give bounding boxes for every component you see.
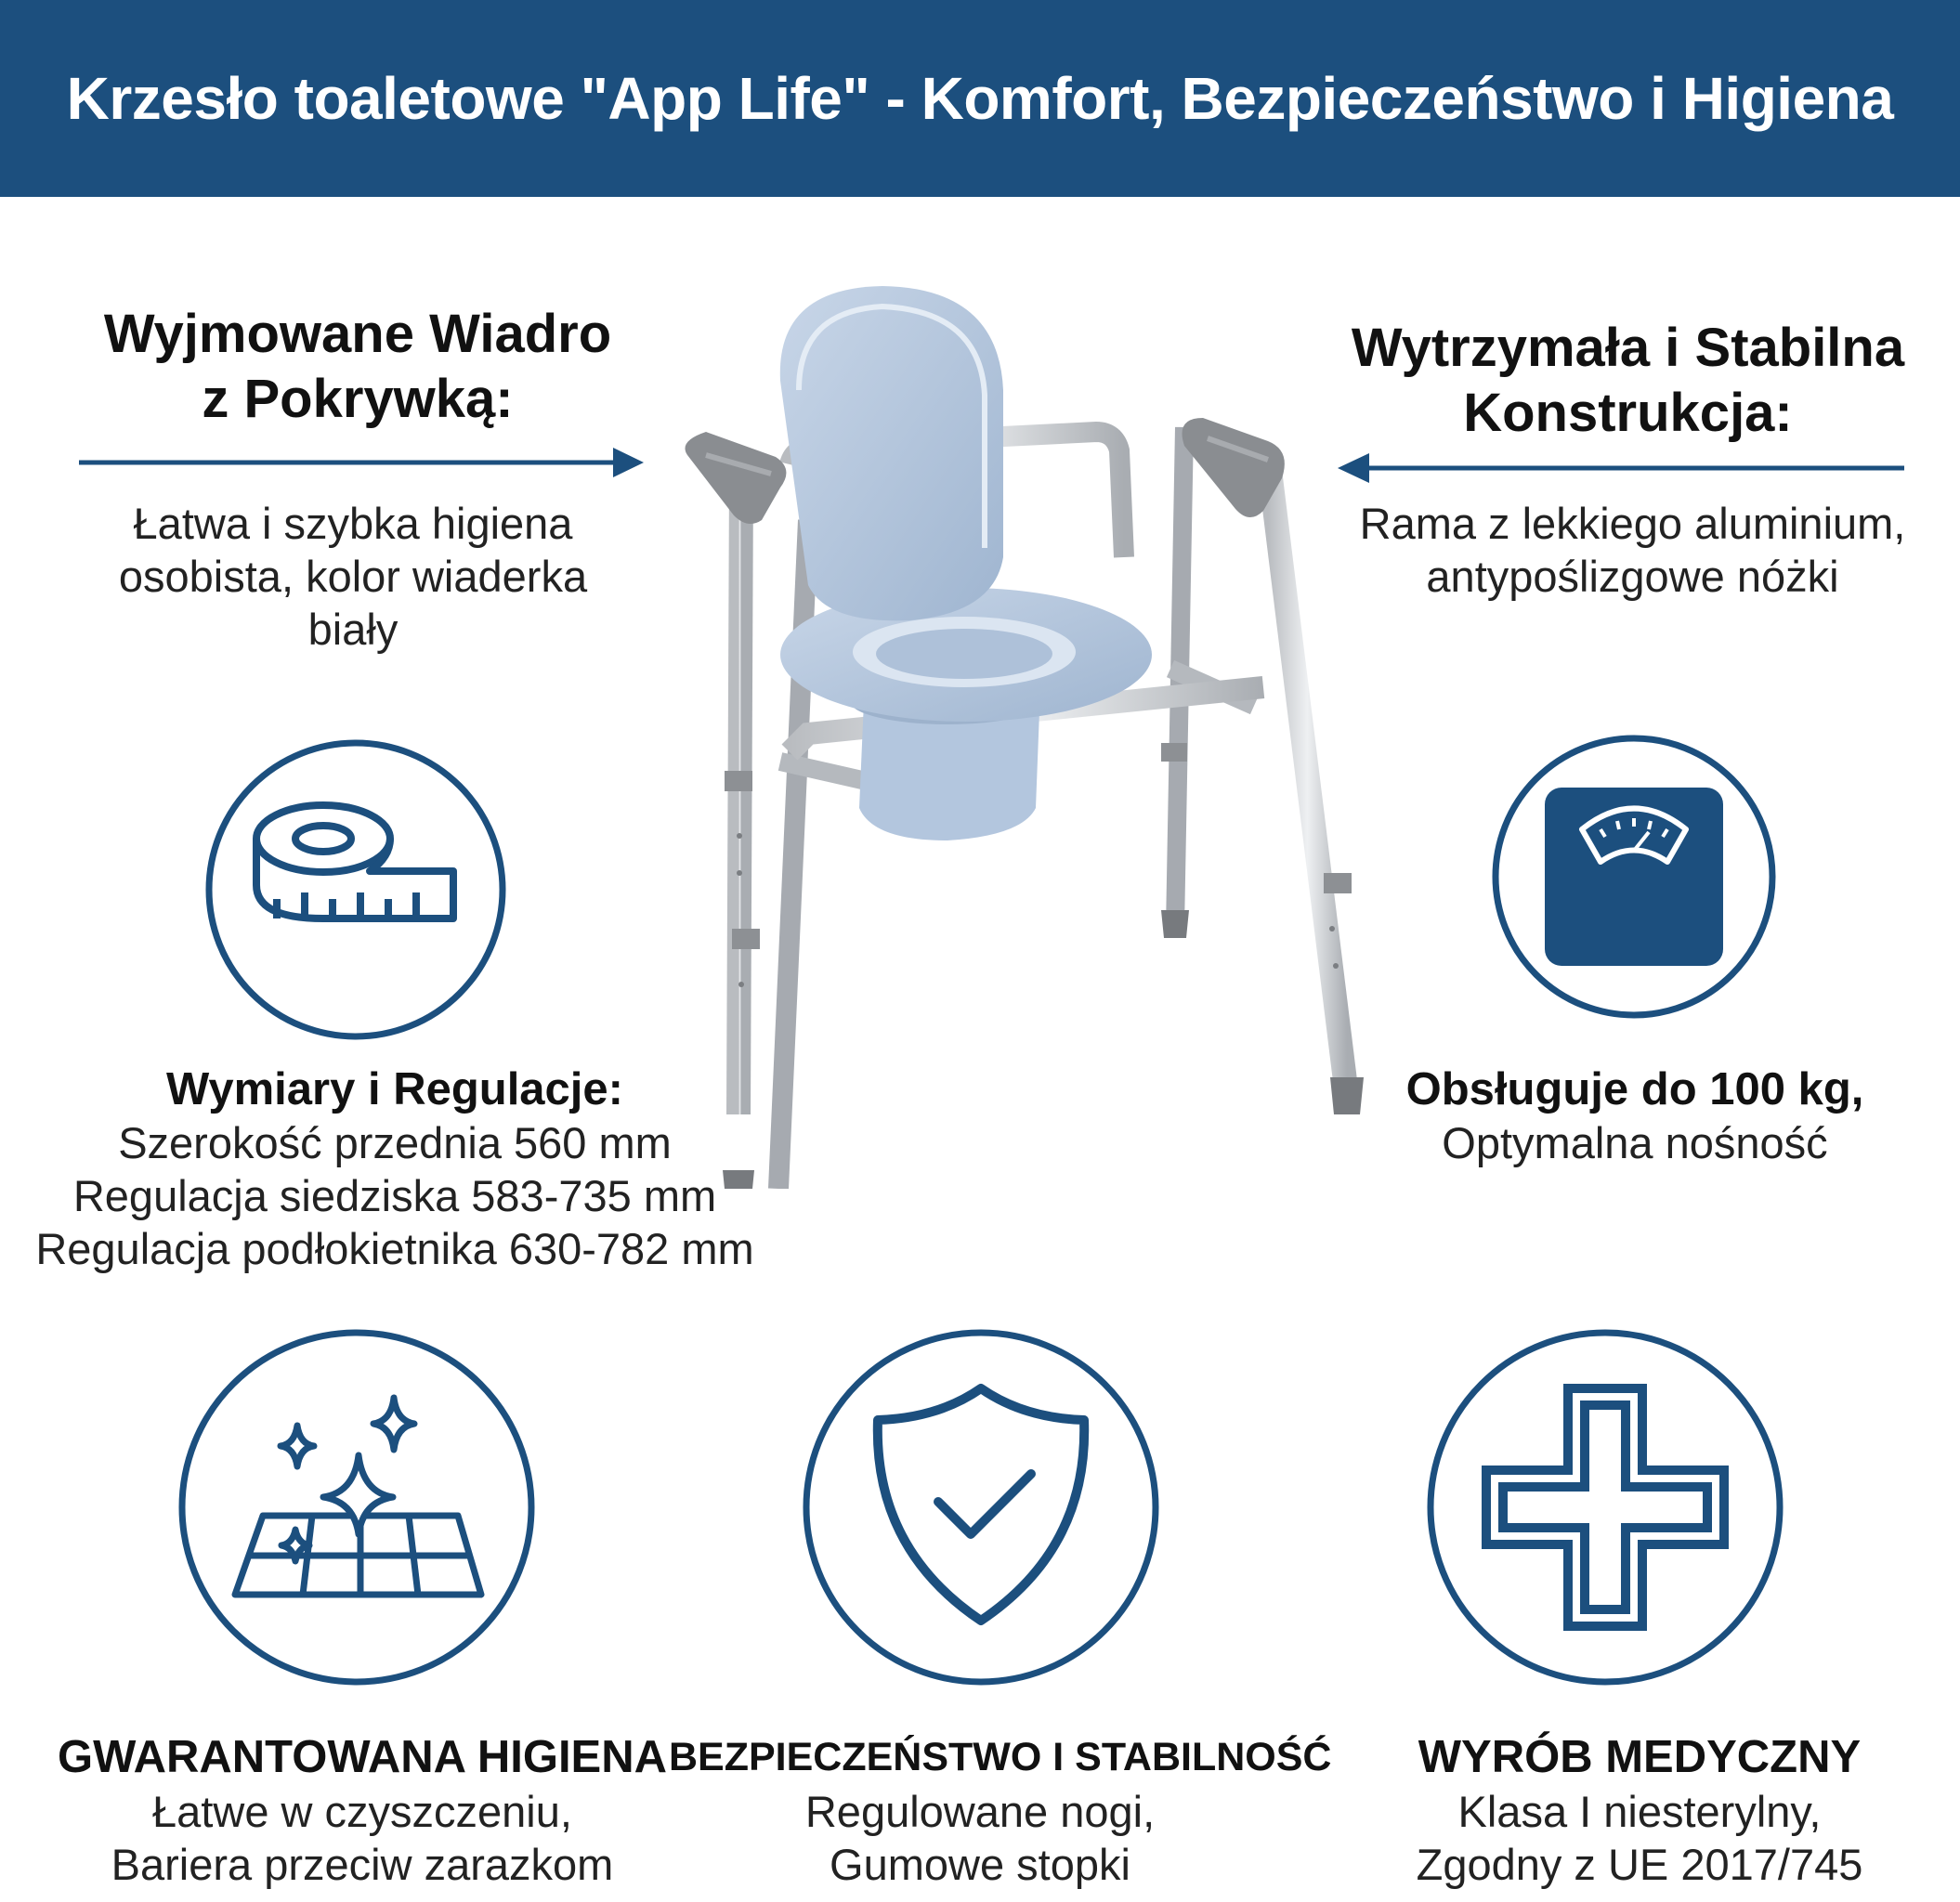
dimensions-line-1: Szerokość przednia 560 mm xyxy=(118,1118,672,1167)
measuring-tape-icon xyxy=(203,736,509,1043)
header-banner xyxy=(0,0,1960,197)
safety-line-1: Regulowane nogi, xyxy=(804,1787,1156,1836)
capacity-title: Obsługuje do 100 kg, xyxy=(1405,1064,1864,1114)
left-desc-line-2: osobista, kolor wiaderka xyxy=(118,552,588,601)
capacity-line-1: Optymalna nośność xyxy=(1442,1118,1828,1167)
hygiene-line-1: Łatwe w czyszczeniu, xyxy=(152,1787,572,1836)
left-feature-heading xyxy=(28,302,687,432)
arrow-right-icon xyxy=(79,444,646,481)
left-desc-line-3: biały xyxy=(307,605,399,654)
safety-title: BEZPIECZEŃSTWO I STABILNOŚĆ xyxy=(669,1735,1332,1779)
right-desc-line-1: Rama z lekkiego aluminium, xyxy=(1359,499,1906,548)
dimensions-line-2: Regulacja siedziska 583-735 mm xyxy=(72,1171,717,1220)
arrow-left-icon xyxy=(1336,449,1907,487)
right-feature-heading xyxy=(1296,316,1960,446)
right-feature-description xyxy=(1305,497,1960,603)
right-heading-line-2: Konstrukcja: xyxy=(1463,383,1793,443)
left-feature-description xyxy=(28,497,678,656)
left-heading-line-2: z Pokrywką: xyxy=(202,369,514,429)
medical-cross-icon xyxy=(1423,1325,1787,1689)
shield-check-icon xyxy=(799,1325,1163,1689)
hygiene-line-2: Bariera przeciw zarazkom xyxy=(111,1840,614,1889)
page-title: Krzesło toaletowe "App Life" - Komfort, Bezpieczeństwo i Higiena xyxy=(66,65,1894,132)
left-heading-line-1: Wyjmowane Wiadro xyxy=(103,304,612,364)
right-desc-line-2: antypoślizgowe nóżki xyxy=(1426,552,1839,601)
feature-medical xyxy=(1319,1729,1960,1891)
capacity-block xyxy=(1328,1063,1941,1169)
clean-tiles-sparkle-icon xyxy=(175,1325,539,1689)
left-desc-line-1: Łatwa i szybka higiena xyxy=(133,499,573,548)
safety-line-2: Gumowe stopki xyxy=(830,1840,1130,1889)
commode-chair-image xyxy=(669,279,1375,1189)
feature-hygiene xyxy=(19,1729,706,1891)
hygiene-title: GWARANTOWANA HIGIENA xyxy=(57,1732,668,1782)
medical-line-1: Klasa I niesterylny, xyxy=(1457,1787,1822,1836)
right-heading-line-1: Wytrzymała i Stabilna xyxy=(1351,318,1905,378)
dimensions-title: Wymiary i Regulacje: xyxy=(165,1064,623,1114)
dimensions-line-3: Regulacja podłokietnika 630-782 mm xyxy=(35,1224,754,1273)
feature-safety xyxy=(669,1729,1332,1891)
weight-scale-icon xyxy=(1489,732,1779,1022)
medical-line-2: Zgodny z UE 2017/745 xyxy=(1416,1840,1863,1889)
dimensions-block xyxy=(0,1063,790,1275)
medical-title: WYRÓB MEDYCZNY xyxy=(1418,1732,1862,1782)
